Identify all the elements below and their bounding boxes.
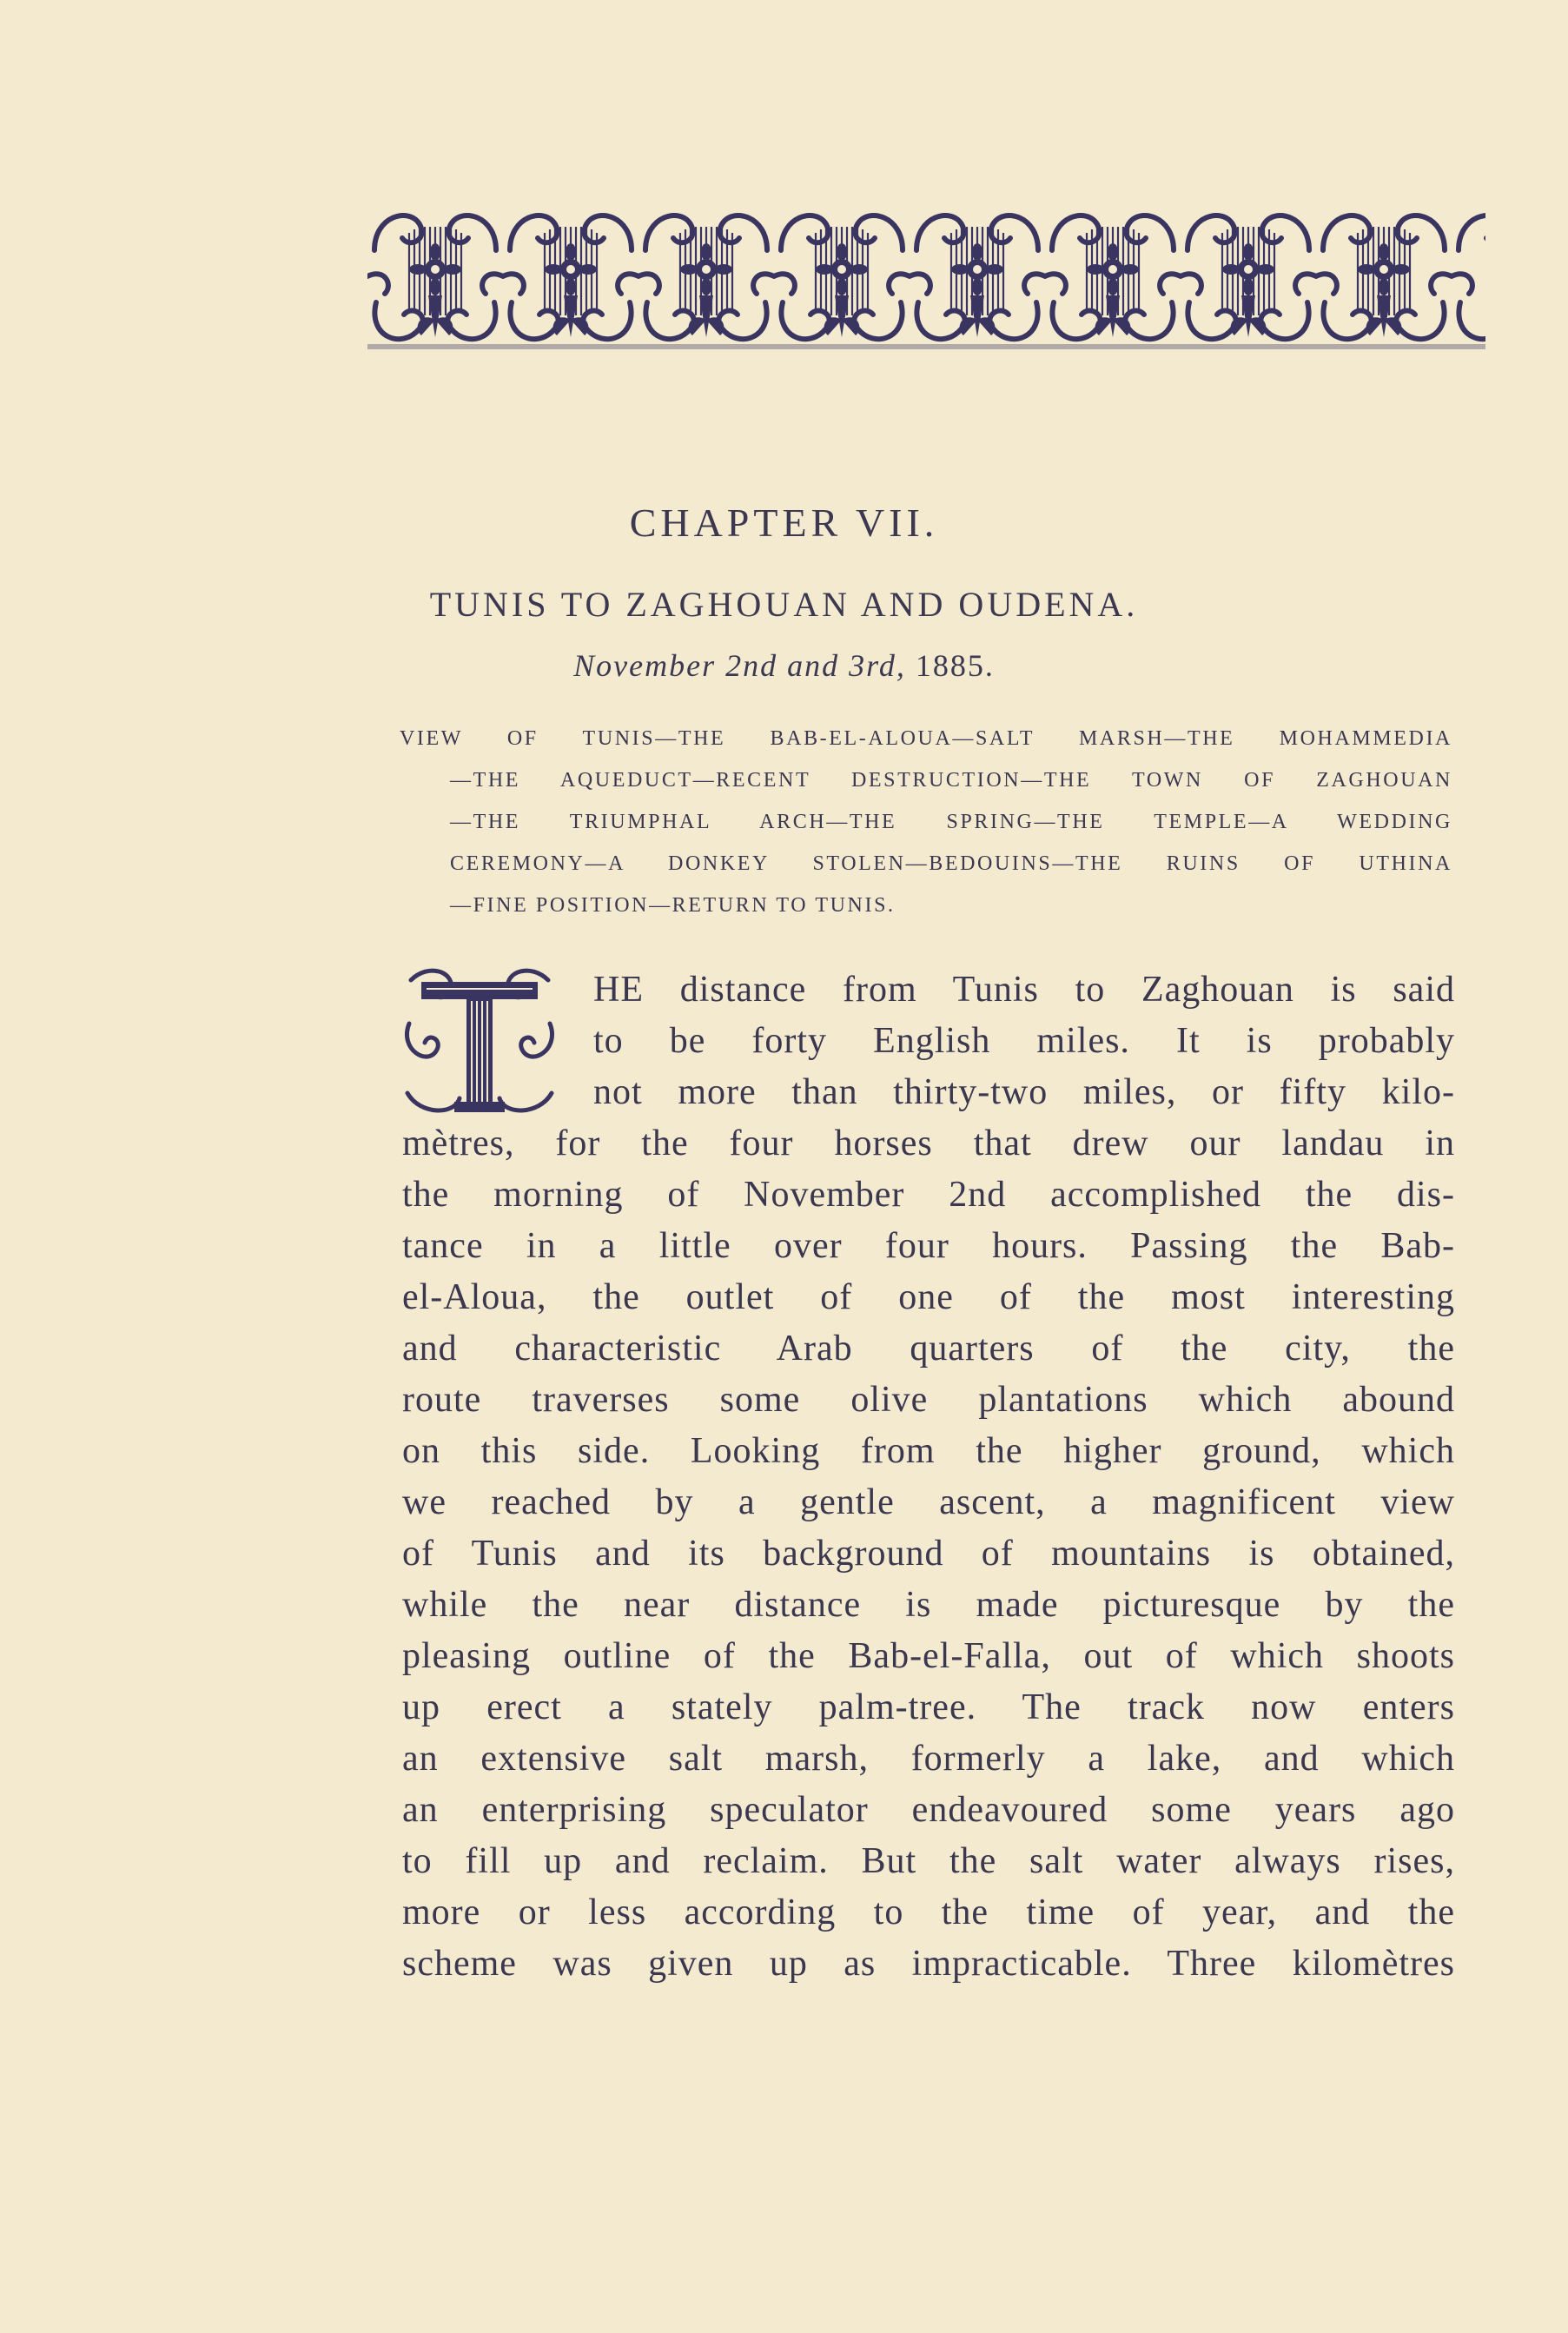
body-line: tance in a little over four hours. Passing the Bab-	[402, 1226, 1455, 1266]
body-line: scheme was given up as impracticable. Three kilomètres	[402, 1944, 1455, 1984]
body-line: route traverses some olive plantations which abound	[402, 1380, 1455, 1420]
body-line: to be forty English miles. It is probably	[593, 1021, 1455, 1061]
body-line: mètres, for the four horses that drew our landau in	[402, 1123, 1455, 1163]
body-line: HE distance from Tunis to Zaghouan is said	[593, 970, 1455, 1010]
headpiece-ornament-image	[367, 198, 1485, 356]
body-text	[402, 964, 1455, 1990]
chapter-subtitle: TUNIS TO ZAGHOUAN AND OUDENA.	[429, 585, 1139, 624]
body-line: up erect a stately palm-tree. The track now enters	[402, 1687, 1455, 1727]
ornamental-headpiece	[367, 198, 1485, 356]
summary-line: —THE TRIUMPHAL ARCH—THE SPRING—THE TEMPLE—A WEDDING	[450, 811, 1452, 833]
body-line: an enterprising speculator endeavoured some years ago	[402, 1790, 1455, 1830]
body-line: while the near distance is made picturesque by the	[402, 1585, 1455, 1625]
date-month: November	[573, 648, 717, 683]
date-year: 1885.	[915, 648, 995, 683]
body-line: an extensive salt marsh, formerly a lake, and which	[402, 1739, 1455, 1779]
body-line: the morning of November 2nd accomplished the dis-	[402, 1175, 1455, 1215]
body-line: of Tunis and its background of mountains is obtained,	[402, 1534, 1455, 1574]
body-line: not more than thirty-two miles, or fifty kilo-	[593, 1072, 1455, 1112]
chapter-date	[0, 647, 1568, 684]
body-line: we reached by a gentle ascent, a magnificent view	[402, 1482, 1455, 1522]
body-line: to fill up and reclaim. But the salt water always rises,	[402, 1841, 1455, 1881]
chapter-title: CHAPTER VII.	[629, 500, 939, 545]
body-line: el-Aloua, the outlet of one of the most interesting	[402, 1277, 1455, 1317]
body-line: pleasing outline of the Bab-el-Falla, out of which shoots	[402, 1636, 1455, 1676]
body-line: more or less according to the time of year, and the	[402, 1892, 1455, 1932]
body-line: on this side. Looking from the higher ground, which	[402, 1431, 1455, 1471]
summary-line: CEREMONY—A DONKEY STOLEN—BEDOUINS—THE RUINS OF UTHINA	[450, 852, 1452, 875]
body-line: and characteristic Arab quarters of the city, the	[402, 1329, 1455, 1369]
summary-line: —THE AQUEDUCT—RECENT DESTRUCTION—THE TOWN OF ZAGHOUAN	[450, 769, 1452, 792]
chapter-summary	[400, 721, 1452, 930]
date-days: 2nd and 3rd,	[725, 648, 906, 683]
summary-line: VIEW OF TUNIS—THE BAB-EL-ALOUA—SALT MARSH—THE MOHAMMEDIA	[400, 727, 1452, 750]
summary-line: —FINE POSITION—RETURN TO TUNIS.	[450, 894, 896, 917]
